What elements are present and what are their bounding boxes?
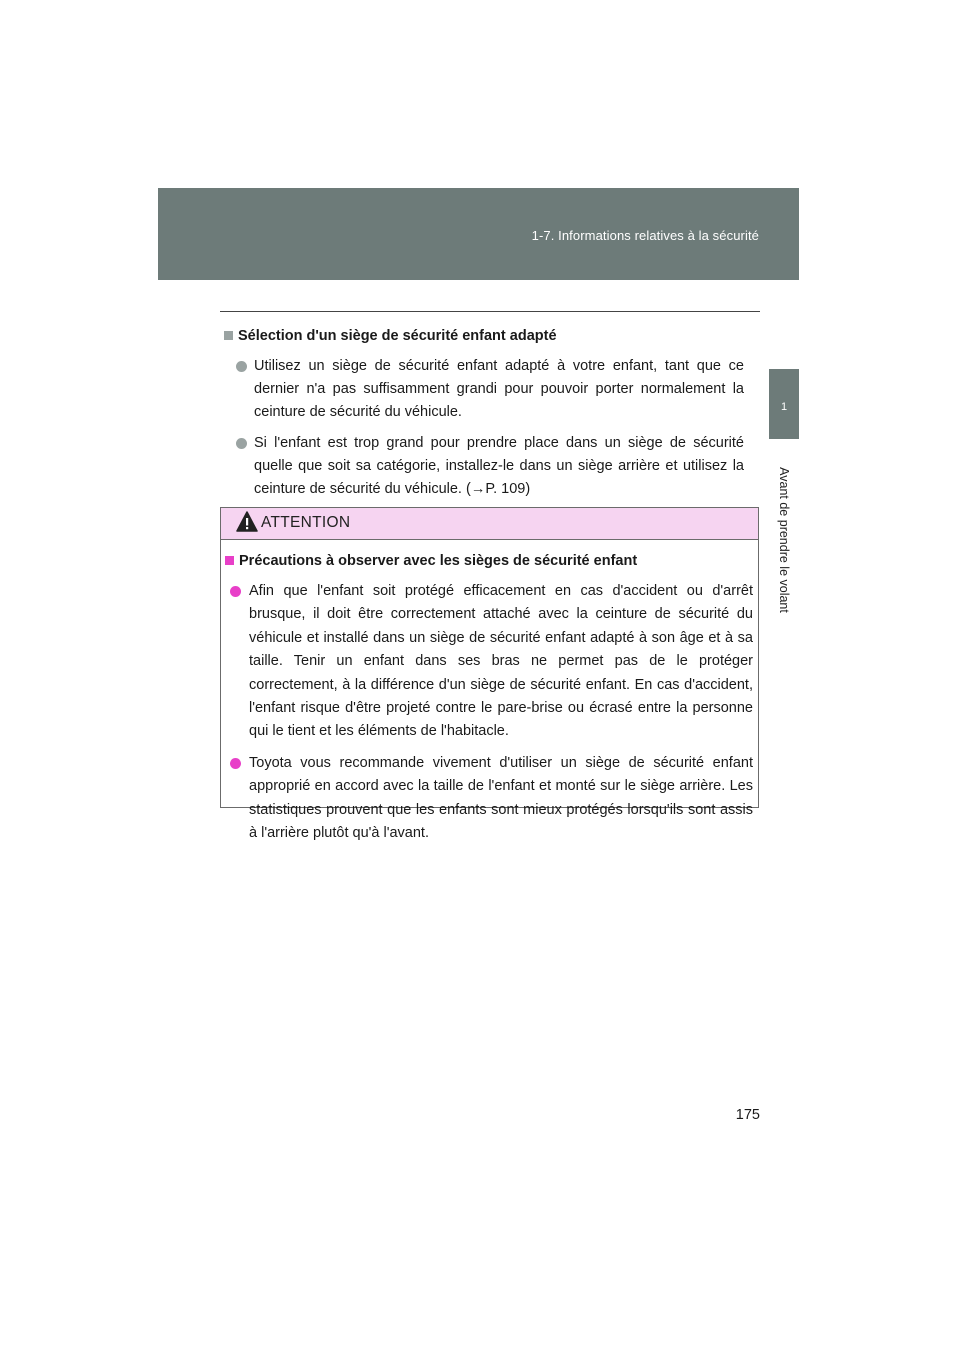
warning-body xyxy=(221,540,758,845)
warning-box xyxy=(220,507,759,842)
section-title: Sélection d'un siège de sécurité enfant adapté xyxy=(238,328,557,344)
list-item-text: Si l'enfant est trop grand pour prendre place dans un siège de sécurité quelle que soit sa catégorie, installez-le dans un siège arrière et utilisez la ceinture de sécurité du véhicule. (→P. 109) xyxy=(254,435,744,497)
page-number: 175 xyxy=(735,1107,760,1123)
list-item-text: Toyota vous recommande vivement d'utiliser un siège de sécurité enfant approprié en accord avec la taille de l'enfant et monté sur le siège arrière. Les statistiques prouvent que les enfants sont mieux protégés lorsqu'ils sont assis à l'arrière plutôt qu'à l'avant. xyxy=(249,754,753,842)
top-divider xyxy=(220,311,760,312)
list-item-text: Afin que l'enfant soit protégé efficacement en cas d'accident ou d'arrêt brusque, il doit être correctement attaché avec la ceinture de sécurité du véhicule et installé dans un siège de sécurité enfant adapté à son âge et à sa taille. Tenir un enfant dans ses bras ne permet pas de le protéger correctement, à la différence d'un siège de sécurité enfant. En cas d'accident, l'enfant risque d'être projeté contre le pare-brise ou écrasé entre la personne qui le tient et les éléments de l'habitacle. xyxy=(249,583,753,740)
square-bullet-icon xyxy=(225,556,234,565)
section-heading xyxy=(224,325,744,347)
warning-header xyxy=(221,508,758,540)
list-item xyxy=(224,432,744,501)
warning-triangle-icon xyxy=(236,511,258,533)
warning-title: Précautions à observer avec les sièges de sécurité enfant xyxy=(239,553,638,569)
chapter-tab xyxy=(769,369,799,439)
list-item xyxy=(224,355,744,424)
bullet-dot-icon xyxy=(236,438,247,449)
chapter-side-label: Avant de prendre le volant xyxy=(777,467,791,613)
warning-heading xyxy=(225,550,753,572)
list-item-text: Utilisez un siège de sécurité enfant adapté à votre enfant, tant que ce dernier n'a pas suffisamment grandi pour pouvoir porter normalement la ceinture de sécurité du véhicule. xyxy=(254,358,744,420)
list-item xyxy=(225,752,753,846)
list-item xyxy=(225,580,753,744)
section-child-seat-selection xyxy=(224,325,744,501)
warning-label: ATTENTION xyxy=(261,514,351,531)
header-band xyxy=(158,188,799,280)
bullet-dot-icon xyxy=(230,758,241,769)
bullet-dot-icon xyxy=(236,361,247,372)
bullet-dot-icon xyxy=(230,586,241,597)
square-bullet-icon xyxy=(224,331,233,340)
chapter-title: 1-7. Informations relatives à la sécurité xyxy=(531,228,759,243)
chapter-number: 1 xyxy=(780,401,788,413)
